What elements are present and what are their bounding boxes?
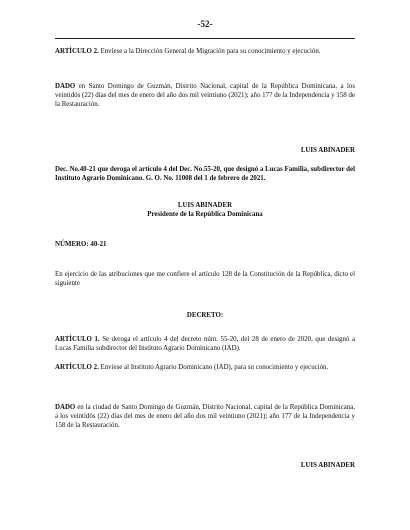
article-1-label: ARTÍCULO 1. xyxy=(55,336,100,343)
article-1-text: Se deroga el artículo 4 del decreto núm. 55-20, del 28 de enero de 2020, que designó a Lucas Familia subdirector del Instituto Agrario Dominicano (IAD). xyxy=(55,336,355,352)
header-rule xyxy=(55,38,355,39)
dado-paragraph xyxy=(55,82,355,109)
dado-2-text: en la ciudad de Santo Domingo de Guzmán, Distrito Nacional, capital de la República Dominicana, a los veintidós (22) días del mes de enero del año dos mil veintiuno (2021); año 177 de la Independencia y 158 de la Restauración. xyxy=(55,404,355,429)
preamble: En ejercicio de las atribuciones que me confiere el artículo 128 de la Constitución de la República, dicto el siguiente xyxy=(55,271,355,287)
article-2-label: ARTÍCULO 2. xyxy=(55,48,99,55)
president-title: Presidente de la República Dominicana xyxy=(147,211,263,218)
dado-2-label: DADO xyxy=(55,404,76,411)
signature: LUIS ABINADER xyxy=(300,147,355,154)
signature-2: LUIS ABINADER xyxy=(300,462,355,469)
decree-summary: Dec. No.40-21 que deroga el artículo 4 del Dec. No.55-20, que designó a Lucas Familia, subdirector del Instituto Agrario Dominicano. G. O. No. 11008 del 1 de febrero de 2021. xyxy=(55,166,355,182)
president-name: LUIS ABINADER xyxy=(177,202,233,209)
dado-text: en Santo Domingo de Guzmán, Distrito Nacional, capital de la República Dominicana, a los veintidós (22) días del mes de enero del año dos mil veintiuno (2021); año 177 de la Independencia y 158 de la Restauración. xyxy=(55,83,355,108)
article-2-paragraph xyxy=(55,47,355,56)
dado-label: DADO xyxy=(55,83,76,90)
article-2b-paragraph xyxy=(55,363,355,372)
dado-2-paragraph xyxy=(55,403,355,430)
decreto-heading: DECRETO: xyxy=(186,312,224,319)
page-number: -52- xyxy=(197,19,213,29)
article-1-paragraph xyxy=(55,335,355,353)
decree-number: NÚMERO: 40-21 xyxy=(55,241,107,248)
article-2b-label: ARTÍCULO 2. xyxy=(55,364,99,371)
article-2-text: Envíese a la Dirección General de Migración para su conocimiento y ejecución. xyxy=(98,48,321,55)
article-2b-text: Envíese al Instituto Agrario Dominicano (IAD), para su conocimiento y ejecución. xyxy=(98,364,329,371)
